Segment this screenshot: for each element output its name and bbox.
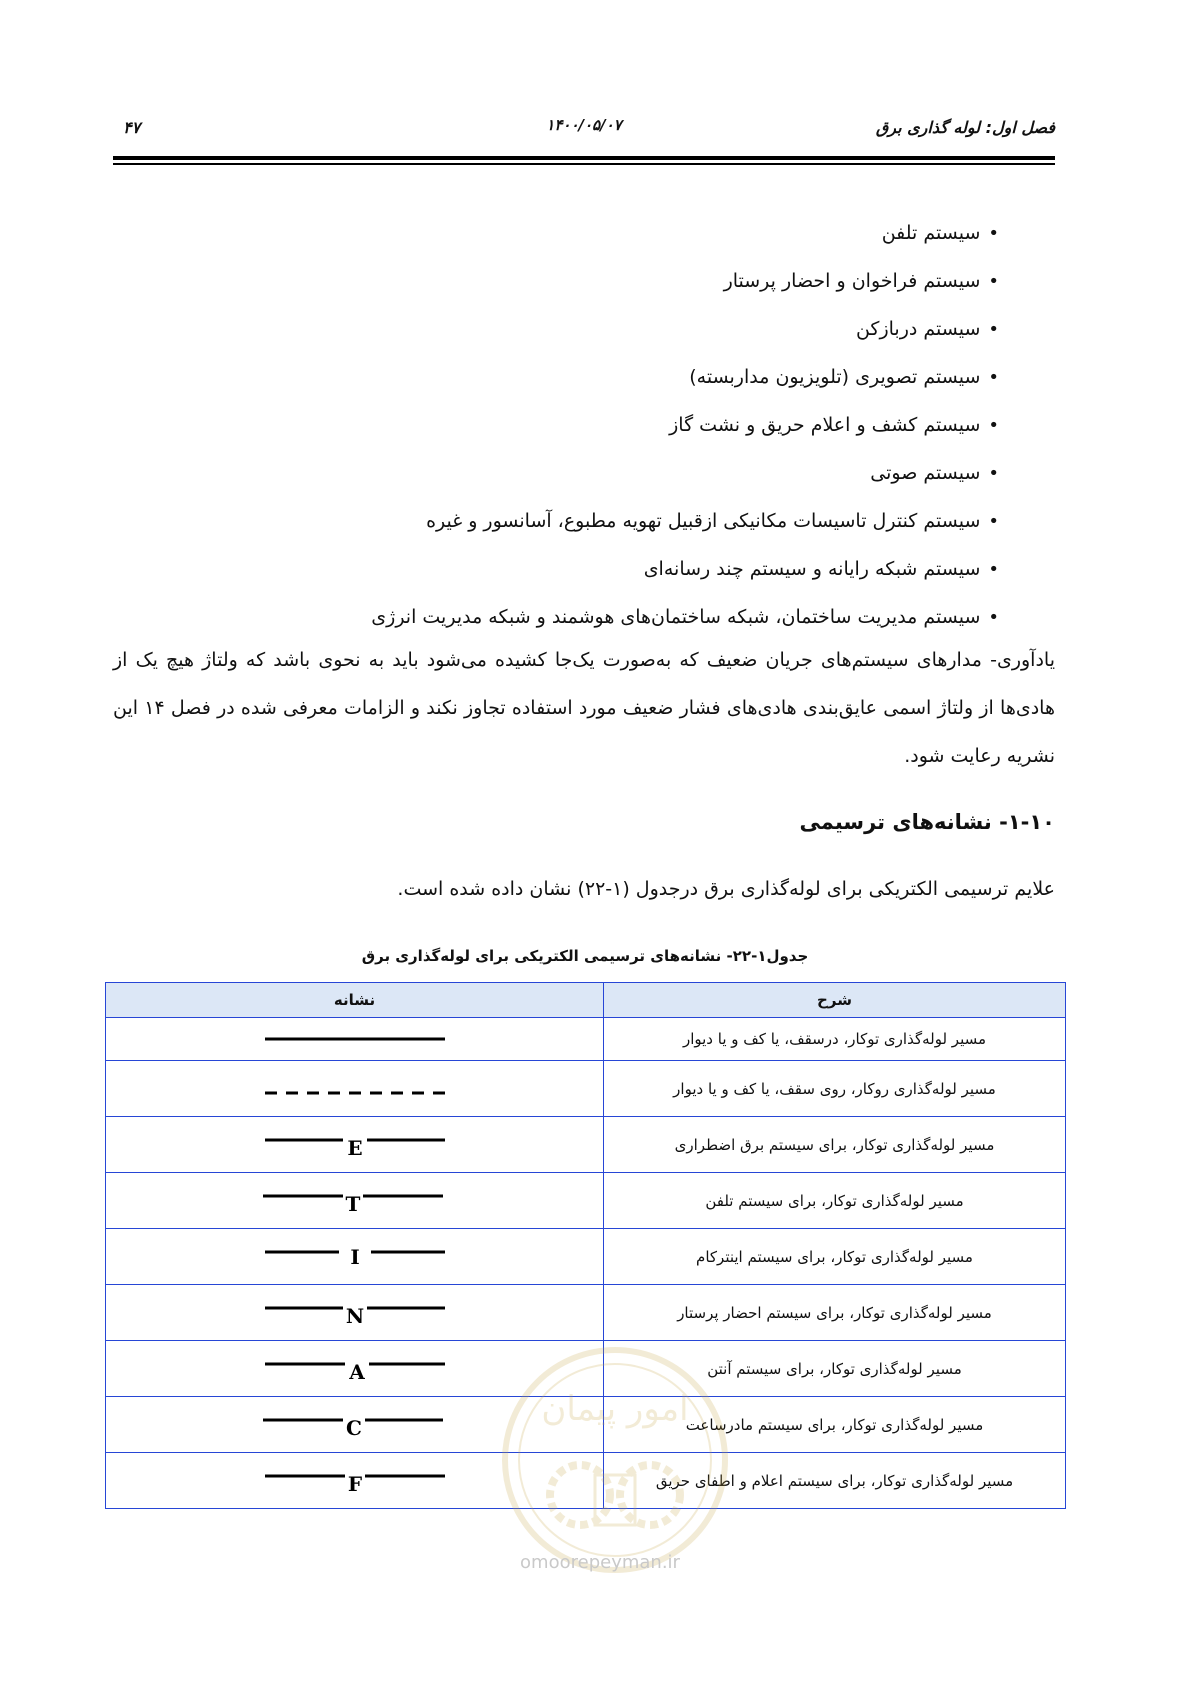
table-row <box>106 1229 1066 1285</box>
line-letter-symbol <box>255 1184 455 1218</box>
symbols-table <box>105 982 1066 1509</box>
list-item: • سیستم صوتی <box>371 458 999 506</box>
table-row <box>106 1453 1066 1509</box>
description-cell: مسیر لوله‌گذاری توکار، برای سیستم اینترکام <box>604 1229 1066 1285</box>
description-cell: مسیر لوله‌گذاری روکار، روی سقف، یا کف و یا دیوار <box>604 1061 1066 1117</box>
header-date: ۱۴۰۰/۰۵/۰۷ <box>546 116 622 134</box>
description-cell: مسیر لوله‌گذاری توکار، برای سیستم تلفن <box>604 1173 1066 1229</box>
symbol-cell <box>106 1018 604 1061</box>
line-letter-symbol <box>255 1128 455 1162</box>
list-item: • سیستم فراخوان و احضار پرستار <box>371 266 999 314</box>
page-header <box>113 112 1055 142</box>
chapter-title: فصل اول: لوله گذاری برق <box>875 118 1055 137</box>
page-number: ۴۷ <box>123 118 141 137</box>
line-letter-symbol <box>255 1240 455 1274</box>
table-row <box>106 1117 1066 1173</box>
line-letter-symbol <box>255 1296 455 1330</box>
symbol-cell <box>106 1229 604 1285</box>
line-letter-symbol <box>255 1352 455 1386</box>
description-cell: مسیر لوله‌گذاری توکار، برای سیستم مادرساعت <box>604 1397 1066 1453</box>
description-cell: مسیر لوله‌گذاری توکار، برای سیستم احضار پرستار <box>604 1285 1066 1341</box>
list-item: • سیستم کنترل تاسیسات مکانیکی ازقبیل تهویه مطبوع، آسانسور و غیره <box>371 506 999 554</box>
symbol-cell <box>106 1117 604 1173</box>
symbol-letter: A <box>348 1359 365 1384</box>
table-row <box>106 1018 1066 1061</box>
header-rule-thin <box>113 163 1055 165</box>
symbol-cell <box>106 1453 604 1509</box>
symbol-letter: F <box>347 1471 362 1496</box>
line-letter-symbol <box>255 1408 455 1442</box>
section-heading: ۱-۱۰- نشانه‌های ترسیمی <box>799 810 1055 834</box>
header-rule-thick <box>113 156 1055 160</box>
system-list <box>371 218 999 650</box>
table-row <box>106 1397 1066 1453</box>
symbol-cell <box>106 1341 604 1397</box>
symbol-cell <box>106 1061 604 1117</box>
table-header-row <box>106 983 1066 1018</box>
description-cell: مسیر لوله‌گذاری توکار، برای سیستم برق اضطراری <box>604 1117 1066 1173</box>
list-item: • سیستم دربازکن <box>371 314 999 362</box>
description-cell: مسیر لوله‌گذاری توکار، برای سیستم آنتن <box>604 1341 1066 1397</box>
dashed-line-symbol <box>255 1077 455 1101</box>
list-item: • سیستم تلفن <box>371 218 999 266</box>
description-cell: مسیر لوله‌گذاری توکار، درسقف، یا کف و یا دیوار <box>604 1018 1066 1061</box>
list-item: • سیستم شبکه رایانه و سیستم چند رسانه‌ای <box>371 554 999 602</box>
col-header-symbol: نشانه <box>106 983 604 1018</box>
solid-line-symbol <box>255 1027 455 1051</box>
description-cell: مسیر لوله‌گذاری توکار، برای سیستم اعلام و اطفای حریق <box>604 1453 1066 1509</box>
symbol-letter: T <box>345 1191 360 1216</box>
table-caption: جدول۱-۲۲- نشانه‌های ترسیمی الکتریکی برای لوله‌گذاری برق <box>361 947 809 965</box>
reminder-paragraph: یادآوری- مدارهای سیستم‌های جریان ضعیف که به‌صورت یک‌جا کشیده می‌شود باید به نحوی باشد که ولتاژ هیچ یک از هادی‌ها از ولتاژ اسمی عایق‌بندی هادی‌های فشار ضعیف مورد استفاده تجاوز نکند و الزامات معرفی شده در فصل ۱۴ این نشریه رعایت شود. <box>113 649 1055 767</box>
list-item: • سیستم کشف و اعلام حریق و نشت گاز <box>371 410 999 458</box>
symbol-cell <box>106 1397 604 1453</box>
symbol-letter: C <box>345 1415 362 1440</box>
watermark-site: omoorepeyman.ir <box>520 1552 680 1573</box>
symbol-cell <box>106 1173 604 1229</box>
list-item: • سیستم مدیریت ساختمان، شبکه ساختمان‌های هوشمند و شبکه مدیریت انرژی <box>371 602 999 650</box>
line-letter-symbol <box>255 1464 455 1498</box>
symbol-letter: E <box>346 1135 363 1160</box>
symbol-cell <box>106 1285 604 1341</box>
symbol-letter: N <box>345 1303 364 1328</box>
table-row <box>106 1173 1066 1229</box>
col-header-description: شرح <box>604 983 1066 1018</box>
table-row <box>106 1061 1066 1117</box>
table-row <box>106 1341 1066 1397</box>
table-row <box>106 1285 1066 1341</box>
symbol-letter: I <box>349 1244 360 1269</box>
watermark-logo-text: امور پیمان <box>541 1389 689 1429</box>
list-item: • سیستم تصویری (تلویزیون مداربسته) <box>371 362 999 410</box>
intro-paragraph: علایم ترسیمی الکتریکی برای لوله‌گذاری برق درجدول (۱-۲۲) نشان داده شده است. <box>397 878 1055 900</box>
